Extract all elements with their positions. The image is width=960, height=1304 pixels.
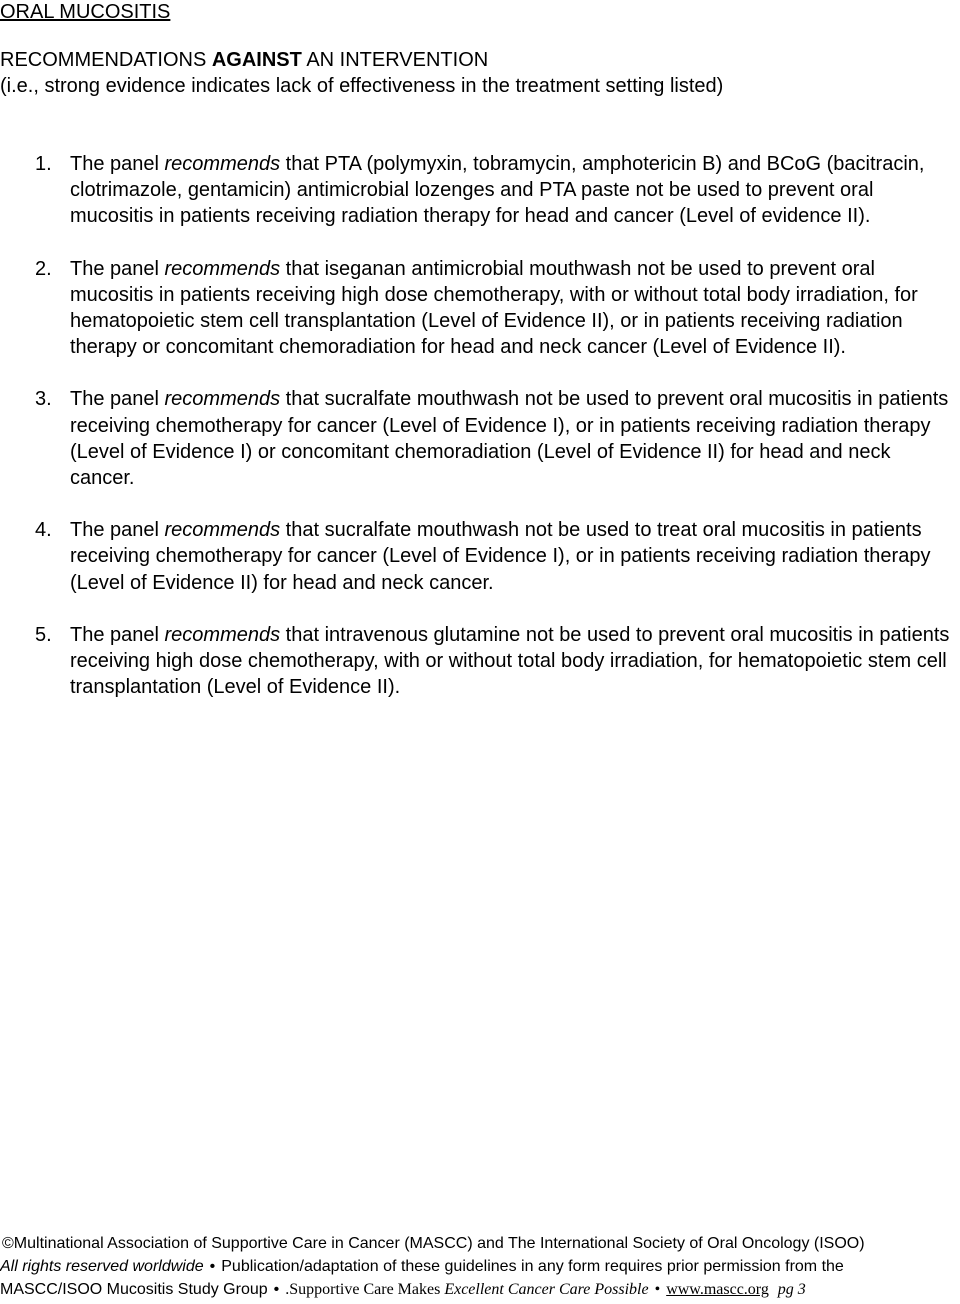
bullet-icon: •	[654, 1281, 661, 1298]
recommendation-list	[0, 151, 960, 726]
recommendation-item	[0, 386, 960, 491]
item-number: 3.	[35, 388, 52, 411]
item-text: that sucralfate mouthwash not be used to treat oral mucositis in patients receiving chemotherapy for cancer (Level of Evidence I), or in patients receiving radiation therapy (Level of Evidence II) for head and neck cancer.	[70, 519, 931, 594]
item-text: that intravenous glutamine not be used to prevent oral mucositis in patients receiving high dose chemotherapy, with or without total body irradiation, for hematopoietic stem cell transplantation (Level of Evidence II).	[70, 623, 950, 699]
item-number: 4.	[35, 519, 52, 542]
bullet-icon: •	[209, 1258, 216, 1275]
website-link[interactable]: www.mascc.org	[666, 1281, 769, 1298]
footer-rights: All rights reserved worldwide	[0, 1258, 204, 1275]
page-title: ORAL MUCOSITIS	[0, 1, 171, 23]
footer-copyright: ©Multinational Association of Supportive Care in Cancer (MASCC) and The International Society of Oral Oncology (ISOO)	[2, 1235, 865, 1252]
footer-publication: Publication/adaptation of these guidelines in any form requires prior permission from the	[221, 1258, 844, 1275]
section-heading	[0, 47, 723, 99]
recommendation-item	[0, 517, 960, 596]
page-number: pg 3	[777, 1281, 806, 1298]
item-number: 2.	[35, 257, 52, 280]
footer-tagline-pre: .Supportive Care Makes	[285, 1281, 445, 1298]
footer-rights-row	[0, 1255, 960, 1278]
page-footer	[0, 1232, 960, 1301]
item-text-pre: The panel	[70, 623, 165, 646]
item-text-italic: recommends	[164, 519, 281, 542]
item-text-italic: recommends	[164, 153, 281, 175]
heading-note: (i.e., strong evidence indicates lack of effectiveness in the treatment setting listed)	[0, 75, 724, 97]
item-text-italic: recommends	[164, 388, 281, 411]
recommendation-item	[0, 622, 960, 701]
item-text-pre: The panel	[70, 519, 165, 542]
bullet-icon: •	[273, 1281, 280, 1298]
item-text-pre: The panel	[70, 388, 165, 411]
item-text-italic: recommends	[164, 257, 281, 280]
heading-text-post: AN INTERVENTION	[301, 49, 489, 71]
recommendation-item	[0, 151, 960, 230]
footer-tagline-italic: Excellent Cancer Care Possible	[444, 1281, 649, 1298]
item-text-pre: The panel	[70, 257, 165, 280]
item-text: that PTA (polymyxin, tobramycin, amphotericin B) and BCoG (bacitracin, clotrimazole, gentamicin) antimicrobial lozenges and PTA paste not be used to prevent oral mucositis in patients receiving radiation therapy for head and cancer (Level of evidence II).	[70, 153, 925, 228]
item-text-pre: The panel	[70, 153, 165, 175]
item-text: that iseganan antimicrobial mouthwash not be used to prevent oral mucositis in patients receiving high dose chemotherapy, with or without total body irradiation, for hematopoietic stem cell transplantation (Level of Evidence II), or in patients receiving radiation therapy or concomitant chemoradiation for head and neck cancer (Level of Evidence II).	[70, 257, 918, 359]
item-number: 1.	[35, 153, 52, 175]
item-number: 5.	[35, 623, 52, 646]
item-text-italic: recommends	[164, 623, 281, 646]
heading-text-pre: RECOMMENDATIONS	[0, 49, 212, 71]
footer-group-row	[0, 1278, 960, 1301]
footer-group: MASCC/ISOO Mucositis Study Group	[0, 1281, 268, 1298]
heading-text-bold: AGAINST	[211, 49, 302, 71]
recommendation-item	[0, 256, 960, 361]
item-text: that sucralfate mouthwash not be used to prevent oral mucositis in patients receiving chemotherapy for cancer (Level of Evidence I), or in patients receiving radiation therapy (Level of Evidence I) or concomitant chemoradiation (Level of Evidence II) for head and neck cancer.	[70, 388, 949, 490]
